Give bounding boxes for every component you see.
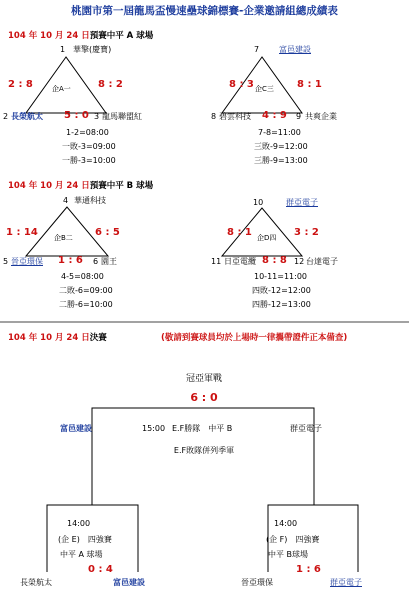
group-c-schedule-3: 三勝-9=13:00: [254, 156, 308, 165]
group-b-schedule-3: 二勝-6=10:00: [59, 300, 113, 309]
semi-right-score: 1 : 6: [296, 564, 321, 575]
group-c-right-team: 共爽企業: [305, 112, 337, 121]
group-d-left-score: 8 : 1: [227, 227, 252, 238]
group-c-left-num: 8: [211, 112, 217, 121]
final-time: 15:00: [142, 424, 166, 433]
group-d-right-score: 3 : 2: [294, 227, 319, 238]
final-desc: E.F勝隊 中平 B: [172, 424, 233, 433]
final-score: 6 : 0: [190, 391, 218, 404]
final-header: [8, 333, 107, 343]
group-b-right-score: 6 : 5: [95, 227, 120, 238]
section-a-header: [8, 31, 153, 41]
group-d-right-team: 台達電子: [306, 257, 338, 266]
group-d-bottom-score: 8 : 8: [262, 255, 287, 266]
semi-right-line1: (企 F) 四強賽: [266, 535, 320, 544]
group-c-schedule-1: 7-8=11:00: [258, 128, 301, 137]
group-c-bottom-score: 4 : 9: [262, 110, 287, 121]
semi-right-line2: 中平 B球場: [268, 550, 309, 559]
group-d-schedule-1: 10-11=11:00: [254, 272, 308, 281]
group-d-right-num: 12: [294, 257, 305, 266]
group-b-top-num: 4: [63, 196, 69, 205]
section-a-venue: 預賽中平 A 球場: [89, 31, 154, 41]
final-right-team: 群亞電子: [290, 424, 322, 433]
semi-left-line2: 中平 A 球場: [60, 550, 103, 559]
group-a-right-score: 8 : 2: [98, 79, 123, 90]
semi-left-time: 14:00: [67, 519, 91, 528]
group-b-center-label: 企B二: [54, 234, 73, 242]
group-b-bottom-score: 1 : 6: [58, 255, 83, 266]
group-d-center-label: 企D四: [257, 234, 277, 242]
group-d-schedule-3: 四勝-12=13:00: [252, 300, 311, 309]
semi-right-team-a: 晉亞環保: [241, 578, 273, 587]
section-b-venue: 預賽中平 B 球場: [89, 181, 154, 191]
final-left-team: 富邑建設: [60, 424, 92, 433]
group-c-top-team: 富邑建設: [279, 45, 311, 54]
semi-left-team-a: 長榮航太: [20, 578, 52, 587]
group-b-left-score: 1 : 14: [6, 227, 38, 238]
group-b-left-team: 晉亞環保: [11, 257, 43, 266]
section-b-header: [8, 181, 153, 191]
group-b-right-num: 6: [93, 257, 99, 266]
group-a-top-num: 1: [60, 45, 66, 54]
group-c-left-score: 8 : 3: [229, 79, 254, 90]
page-title: 桃園市第一屆龍馬盃慢速壘球錦標賽-企業邀請組總成績表: [71, 5, 338, 17]
semi-left-score: 0 : 4: [88, 564, 113, 575]
group-d-schedule-2: 四敗-12=12:00: [252, 286, 311, 295]
semi-left-team-b: 富邑建設: [113, 578, 145, 587]
group-d-left-team: 日亞電纜: [224, 257, 256, 266]
semi-left-line1: (企 E) 四強賽: [58, 535, 112, 544]
group-d-left-num: 11: [211, 257, 222, 266]
group-c-schedule-2: 三敗-9=12:00: [254, 142, 308, 151]
final-venue: 決賽: [89, 333, 107, 343]
champion-title: 冠亞軍戰: [185, 374, 223, 384]
semi-right-team-b: 群亞電子: [330, 578, 362, 587]
group-a-right-team: 龍馬聯盟紅: [102, 112, 142, 121]
group-a-schedule-1: 1-2=08:00: [66, 128, 109, 137]
group-b-top-team: 華通科技: [74, 196, 106, 205]
group-a-left-team: 長榮航太: [11, 112, 43, 121]
group-b-schedule-1: 4-5=08:00: [61, 272, 104, 281]
notice-text: (敬請到賽球員均於上場時一律攜帶證件正本備查): [161, 333, 348, 343]
group-a-schedule-3: 一勝-3=10:00: [62, 156, 116, 165]
group-a-center-label: 企A一: [52, 85, 71, 93]
group-d-top-num: 10: [253, 198, 264, 207]
group-b-left-num: 5: [3, 257, 9, 266]
group-c-center-label: 企C三: [255, 85, 274, 93]
group-c-right-score: 8 : 1: [297, 79, 322, 90]
group-a-left-num: 2: [3, 112, 9, 121]
semi-right-time: 14:00: [274, 519, 298, 528]
group-b-schedule-2: 二敗-6=09:00: [59, 286, 113, 295]
group-a-bottom-score: 5 : 0: [64, 110, 89, 121]
section-a-date: 104 年 10 月 24 日: [8, 31, 90, 41]
final-note: E.F敗隊併列季軍: [173, 446, 235, 455]
group-d-top-team: 群亞電子: [286, 198, 318, 207]
group-a-left-score: 2 : 8: [8, 79, 33, 90]
group-c-left-team: 碧雲科技: [219, 112, 251, 121]
group-a-schedule-2: 一敗-3=09:00: [62, 142, 116, 151]
group-b-right-team: 園王: [101, 257, 117, 266]
group-a-right-num: 3: [94, 112, 100, 121]
group-a-top-team: 華擎(慶寶): [73, 45, 112, 54]
section-b-date: 104 年 10 月 24 日: [8, 181, 90, 191]
final-date: 104 年 10 月 24 日: [8, 333, 90, 343]
group-c-right-num: 9: [296, 112, 302, 121]
group-c-top-num: 7: [254, 45, 260, 54]
